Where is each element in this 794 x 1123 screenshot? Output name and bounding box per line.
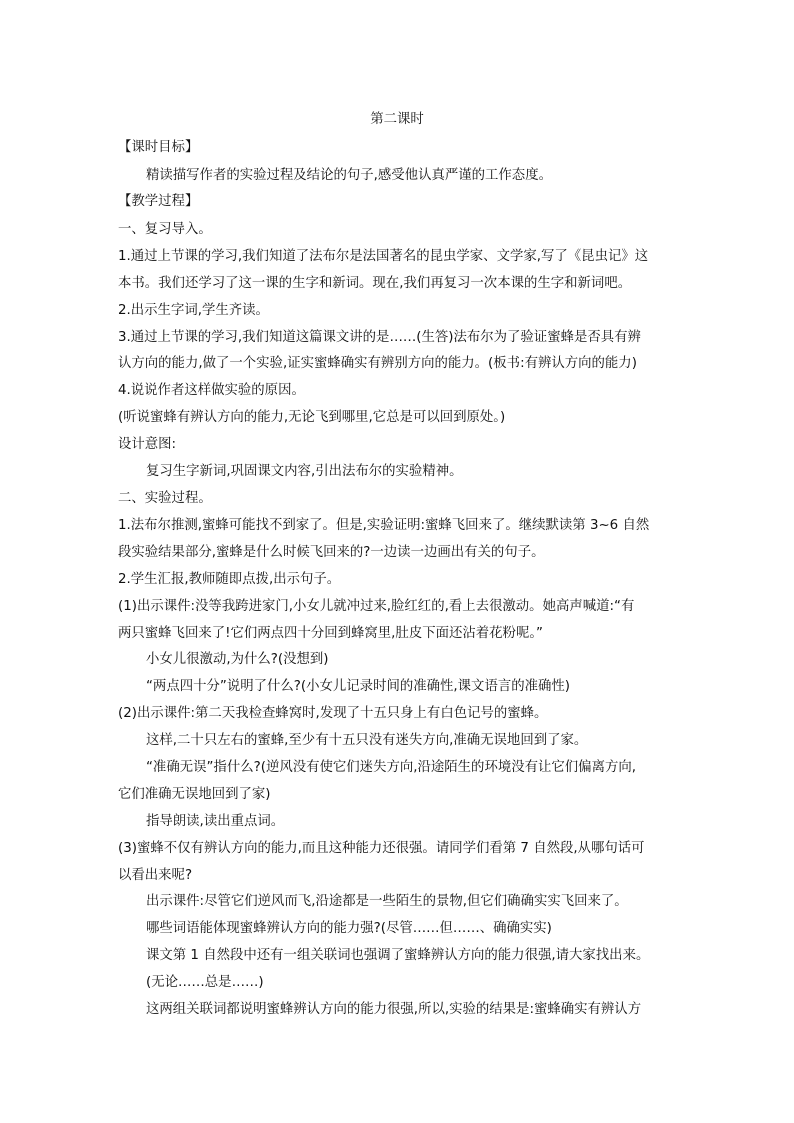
paragraph: 复习生字新词,巩固课文内容,引出法布尔的实验精神。 bbox=[146, 464, 463, 479]
paragraph: (听说蜜蜂有辨认方向的能力,无论飞到哪里,它总是可以回到原处。) bbox=[118, 410, 506, 425]
paragraph: “准确无误”指什么?(逆风没有使它们迷失方向,沿途陌生的环境没有让它们偏离方向, bbox=[146, 760, 636, 775]
paragraph: 这两组关联词都说明蜜蜂辨认方向的能力很强,所以,实验的结果是:蜜蜂确实有辨认方 bbox=[146, 1002, 642, 1017]
subheading-review: 一、复习导入。 bbox=[118, 222, 212, 237]
paragraph: (无论……总是……) bbox=[146, 975, 264, 990]
paragraph: 它们准确无误地回到了家) bbox=[118, 787, 271, 802]
paragraph: (3)蜜蜂不仅有辨认方向的能力,而且这种能力还很强。请同学们看第 7 自然段,从哪句话可 bbox=[118, 841, 645, 856]
paragraph: 段实验结果部分,蜜蜂是什么时候飞回来的?一边读一边画出有关的句子。 bbox=[118, 545, 545, 560]
paragraph: 以看出来呢? bbox=[118, 868, 193, 883]
paragraph: 指导朗读,读出重点词。 bbox=[146, 814, 285, 829]
section-heading-process: 【教学过程】 bbox=[118, 194, 199, 209]
paragraph: (2)出示课件:第二天我检查蜂窝时,发现了十五只身上有白色记号的蜜蜂。 bbox=[118, 706, 548, 721]
paragraph: 设计意图: bbox=[118, 437, 177, 452]
paragraph: 4.说说作者这样做实验的原因。 bbox=[118, 383, 305, 398]
lesson-title: 第二课时 bbox=[370, 112, 424, 127]
paragraph: 出示课件:尽管它们逆风而飞,沿途都是一些陌生的景物,但它们确确实实飞回来了。 bbox=[146, 894, 628, 909]
subheading-experiment: 二、实验过程。 bbox=[118, 491, 212, 506]
section-heading-goals: 【课时目标】 bbox=[118, 140, 199, 155]
paragraph: 认方向的能力,做了一个实验,证实蜜蜂确实有辨别方向的能力。(板书:有辨认方向的能力) bbox=[118, 356, 637, 371]
paragraph: 1.通过上节课的学习,我们知道了法布尔是法国著名的昆虫学家、文学家,写了《昆虫记》这 bbox=[118, 249, 649, 264]
paragraph: 两只蜜蜂飞回来了!它们两点四十分回到蜂窝里,肚皮下面还沾着花粉呢。” bbox=[118, 626, 543, 641]
paragraph: 2.出示生字词,学生齐读。 bbox=[118, 303, 269, 318]
paragraph: 哪些词语能体现蜜蜂辨认方向的能力强?(尽管……但……、确确实实) bbox=[146, 921, 552, 936]
paragraph: 精读描写作者的实验过程及结论的句子,感受他认真严谨的工作态度。 bbox=[146, 168, 552, 183]
paragraph: 这样,二十只左右的蜜蜂,至少有十五只没有迷失方向,准确无误地回到了家。 bbox=[146, 733, 588, 748]
paragraph: “两点四十分”说明了什么?(小女儿记录时间的准确性,课文语言的准确性) bbox=[146, 679, 571, 694]
paragraph: 小女儿很激动,为什么?(没想到) bbox=[146, 652, 329, 667]
paragraph: 1.法布尔推测,蜜蜂可能找不到家了。但是,实验证明:蜜蜂飞回来了。继续默读第 3~6 自然 bbox=[118, 518, 650, 533]
paragraph: 3.通过上节课的学习,我们知道这篇课文讲的是……(生答)法布尔为了验证蜜蜂是否具有辨 bbox=[118, 330, 641, 345]
paragraph: 课文第 1 自然段中还有一组关联词也强调了蜜蜂辨认方向的能力很强,请大家找出来。 bbox=[146, 948, 650, 963]
paragraph: 2.学生汇报,教师随即点拨,出示句子。 bbox=[118, 572, 341, 587]
paragraph: 本书。我们还学习了这一课的生字和新词。现在,我们再复习一次本课的生字和新词吧。 bbox=[118, 276, 632, 291]
paragraph: (1)出示课件:没等我跨进家门,小女儿就冲过来,脸红红的,看上去很激动。她高声喊道:“有 bbox=[118, 599, 635, 614]
